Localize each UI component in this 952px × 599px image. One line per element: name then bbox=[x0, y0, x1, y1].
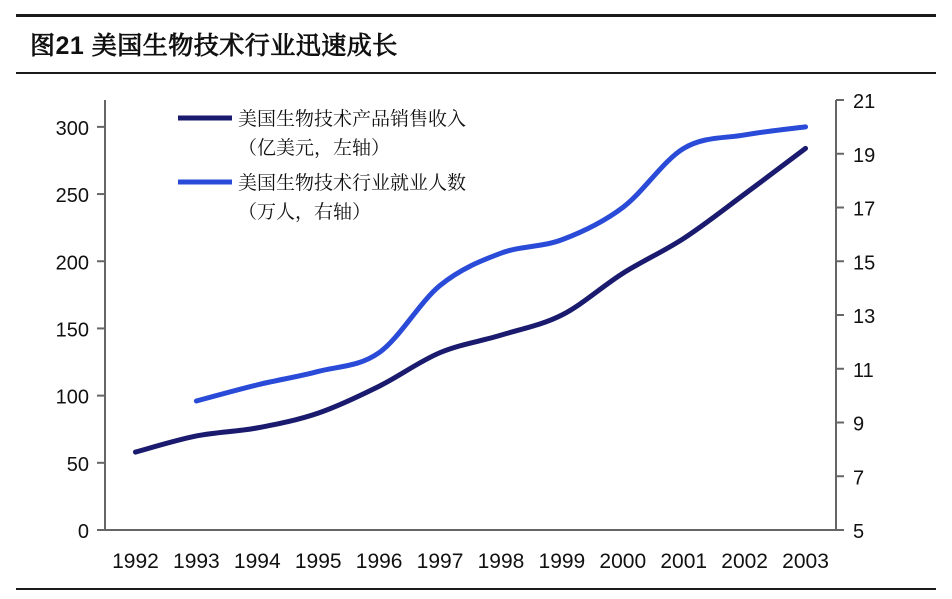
x-tick-label: 1997 bbox=[416, 550, 464, 573]
left-tick-label: 50 bbox=[66, 453, 89, 476]
x-tick-label: 2000 bbox=[599, 550, 647, 573]
line-chart-svg bbox=[0, 78, 952, 583]
right-tick-label: 11 bbox=[853, 359, 874, 382]
title-rule-top bbox=[16, 14, 936, 17]
page-title: 图21 美国生物技术行业迅速成长 bbox=[30, 32, 398, 60]
right-tick-label: 15 bbox=[853, 252, 876, 275]
x-tick-label: 1995 bbox=[294, 550, 342, 573]
right-tick-label: 13 bbox=[853, 306, 876, 328]
x-tick-label: 2001 bbox=[660, 550, 708, 573]
footer-rule bbox=[16, 588, 936, 590]
series-line-revenue bbox=[135, 148, 805, 452]
right-tick-label: 7 bbox=[853, 467, 865, 490]
right-tick-label: 5 bbox=[853, 521, 865, 543]
left-axis-ticks bbox=[56, 118, 105, 543]
legend-sublabel-revenue: （亿美元，左轴） bbox=[238, 138, 391, 159]
left-tick-label: 200 bbox=[55, 252, 89, 275]
x-tick-label: 1999 bbox=[538, 550, 586, 573]
legend-sublabel-employment: （万人，右轴） bbox=[238, 202, 372, 223]
series-line-employment bbox=[196, 127, 805, 401]
x-axis-ticks bbox=[112, 550, 829, 573]
right-tick-label: 19 bbox=[853, 144, 876, 167]
right-tick-label: 17 bbox=[853, 198, 876, 221]
legend-label-employment: 美国生物技术行业就业人数 bbox=[238, 173, 467, 194]
title-rule-bottom bbox=[16, 72, 936, 74]
x-tick-label: 1998 bbox=[477, 550, 525, 573]
chart-plot-area bbox=[0, 78, 952, 583]
x-tick-label: 2003 bbox=[782, 550, 829, 573]
left-tick-label: 100 bbox=[55, 386, 89, 409]
x-tick-label: 1992 bbox=[112, 550, 159, 573]
left-tick-label: 300 bbox=[55, 117, 89, 140]
chart-legend bbox=[178, 108, 466, 223]
right-tick-label: 9 bbox=[853, 413, 865, 436]
legend-label-revenue: 美国生物技术产品销售收入 bbox=[238, 109, 467, 130]
x-tick-label: 1994 bbox=[233, 550, 281, 573]
left-tick-label: 150 bbox=[55, 319, 89, 342]
x-tick-label: 1993 bbox=[173, 550, 220, 573]
right-axis-ticks bbox=[836, 91, 875, 543]
left-tick-label: 0 bbox=[77, 521, 89, 543]
left-tick-label: 250 bbox=[55, 185, 89, 208]
x-tick-label: 1996 bbox=[355, 550, 403, 573]
x-tick-label: 2002 bbox=[721, 550, 768, 573]
right-tick-label: 21 bbox=[853, 91, 876, 113]
